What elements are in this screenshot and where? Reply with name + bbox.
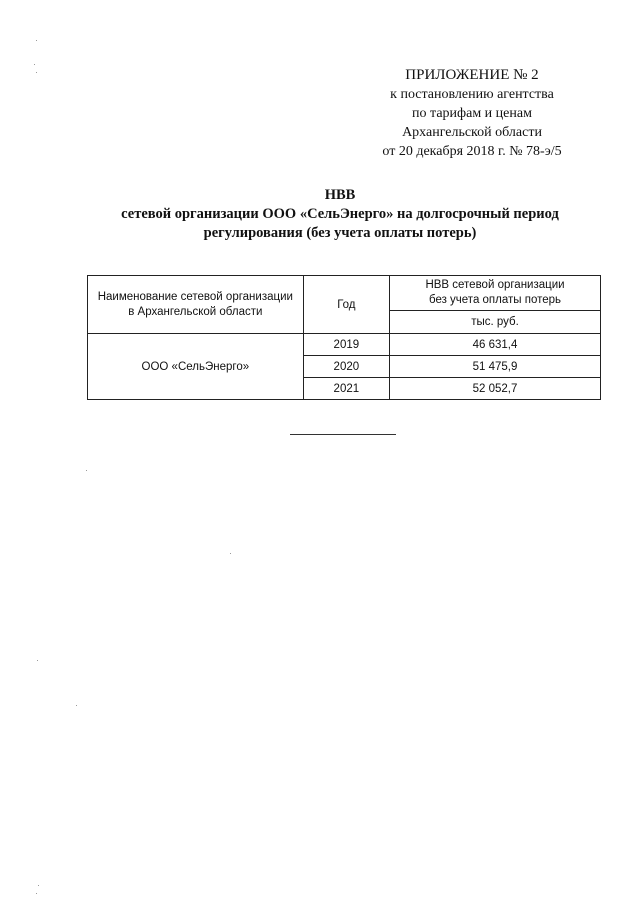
title-line-1: НВВ bbox=[324, 187, 356, 203]
table-header-row bbox=[88, 276, 601, 311]
scan-speck bbox=[38, 885, 39, 886]
header-organization-line-1: Наименование сетевой организации bbox=[97, 290, 293, 303]
header-organization-line-2: в Архангельской области bbox=[128, 305, 263, 318]
appendix-line-date: от 20 декабря 2018 г. № 78-э/5 bbox=[382, 144, 562, 159]
scan-speck bbox=[36, 893, 37, 894]
title-line-2: сетевой организации ООО «СельЭнерго» на долгосрочный период bbox=[121, 206, 559, 222]
header-organization bbox=[88, 276, 304, 334]
title-line-3: регулирования (без учета оплаты потерь) bbox=[203, 225, 477, 241]
scan-speck bbox=[86, 470, 87, 471]
scan-speck bbox=[36, 40, 37, 41]
table-row bbox=[88, 334, 601, 356]
header-nvv bbox=[390, 276, 601, 311]
header-unit: тыс. руб. bbox=[390, 311, 601, 334]
appendix-line-region: Архангельской области bbox=[402, 125, 542, 140]
scan-speck bbox=[34, 64, 35, 65]
value-cell: 52 052,7 bbox=[390, 378, 601, 400]
header-year: Год bbox=[303, 276, 389, 334]
appendix-heading: ПРИЛОЖЕНИЕ № 2 bbox=[405, 67, 539, 83]
document-title bbox=[80, 186, 600, 243]
year-cell: 2020 bbox=[303, 356, 389, 378]
year-cell: 2021 bbox=[303, 378, 389, 400]
scan-speck bbox=[37, 660, 38, 661]
year-cell: 2019 bbox=[303, 334, 389, 356]
scan-speck bbox=[230, 553, 231, 554]
scan-speck bbox=[36, 72, 37, 73]
appendix-line-resolution: к постановлению агентства bbox=[390, 87, 554, 102]
closing-rule bbox=[290, 434, 396, 435]
value-cell: 46 631,4 bbox=[390, 334, 601, 356]
header-nvv-line-1: НВВ сетевой организации bbox=[425, 279, 565, 291]
nvv-table bbox=[87, 275, 601, 400]
value-cell: 51 475,9 bbox=[390, 356, 601, 378]
organization-cell: ООО «СельЭнерго» bbox=[88, 334, 304, 400]
appendix-block bbox=[360, 66, 584, 161]
appendix-line-agency: по тарифам и ценам bbox=[412, 106, 532, 121]
header-nvv-line-2: без учета оплаты потерь bbox=[428, 294, 562, 306]
scan-speck bbox=[76, 705, 77, 706]
